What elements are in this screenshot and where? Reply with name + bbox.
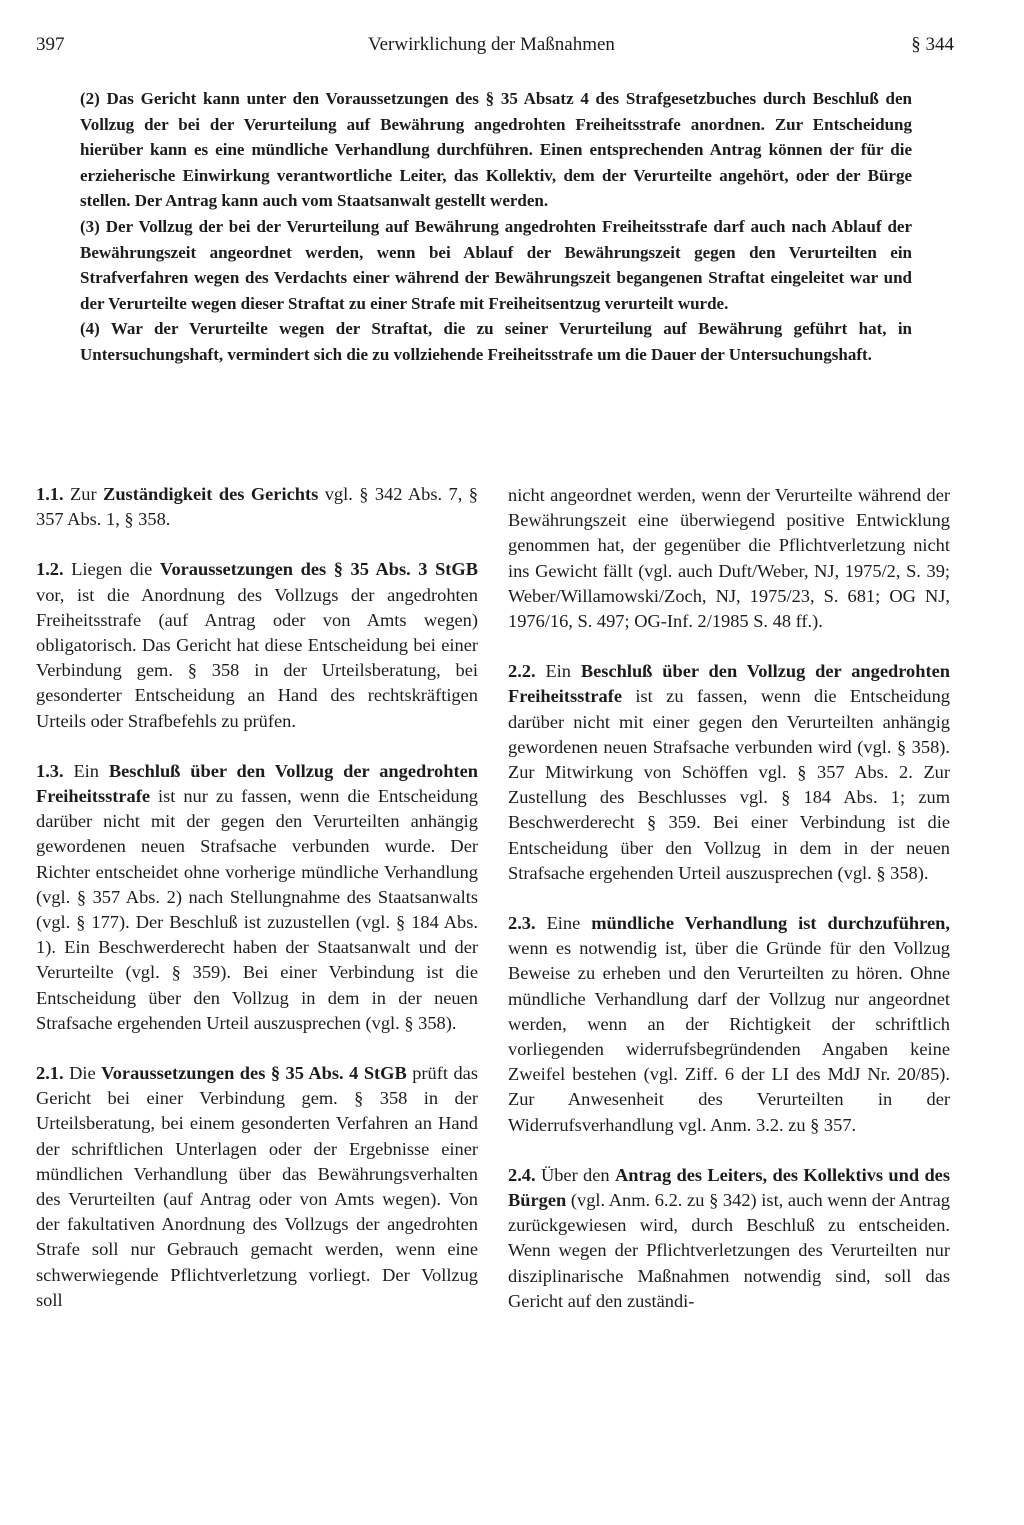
note-keyword: Antrag des Leiters, des Kollektivs und des Bürgen <box>508 1164 950 1211</box>
note-number: 2.4. <box>508 1164 536 1185</box>
note-keyword: Zuständigkeit des Gerichts <box>103 484 319 504</box>
note-text: Die <box>69 1063 102 1084</box>
note-2-2 <box>508 659 950 886</box>
note-text: Ein <box>545 661 581 682</box>
note-text: vor, ist die Anordnung des Vollzugs der angedrohten Freiheitsstrafe (auf Antrag oder von Amts wegen) obligatorisch. Das Gericht hat diese Entscheidung bei einer Verbindung gem. § 358 in der Urteilsberatung, bei gesonderter Entscheidung an Hand des rechtskräftigen Urteils oder Strafbefehls zu prüfen. <box>36 584 478 731</box>
note-text: Ein <box>73 760 109 781</box>
note-number: 2.1. <box>36 1063 64 1084</box>
page-number: 397 <box>36 34 65 55</box>
note-text: Eine <box>546 913 592 934</box>
statute-paragraph-3: (3) Der Vollzug der bei der Verurteilung auf Bewährung angedrohten Freiheitsstrafe darf auch nach Ablauf der Bewährungszeit angeordnet werden, wenn bei Ablauf der Bewährungszeit gegen den Verurteilten ein Strafverfahren wegen des Verdachts einer während der Bewährungszeit begangenen Straftat eingeleitet war und der Verurteilte wegen dieser Straftat zu einer Strafe mit Freiheitsentzug verurteilt wurde. <box>80 216 912 313</box>
note-1-2 <box>36 557 478 733</box>
note-text: vgl. § 342 Abs. 7, § 357 Abs. 1, § 358. <box>36 484 478 530</box>
note-1-3 <box>36 759 478 1036</box>
note-keyword: mündliche Verhandlung ist durchzuführen, <box>591 913 950 934</box>
note-text: Zur <box>70 484 104 504</box>
note-keyword: Voraussetzungen des § 35 Abs. 3 StGB <box>159 559 478 580</box>
statute-text <box>80 86 912 368</box>
note-number: 2.3. <box>508 913 536 934</box>
running-header <box>36 34 954 64</box>
note-text: wenn es notwendig ist, über die Gründe für den Vollzug Beweise zu erheben und den Verurteilten zu hören. Ohne mündliche Verhandlung darf der Vollzug nur angeordnet werden, wenn an der Richtigkeit der schriftlich vorliegenden widerrufsbegründenden Angaben keine Zweifel bestehen (vgl. Ziff. 6 der LI des MdJ Nr. 20/85). Zur Anwesenheit des Verurteilten in der Widerrufsverhandlung vgl. Anm. 3.2. zu § 357. <box>508 938 950 1135</box>
note-keyword: Beschluß über den Vollzug der angedrohten Freiheitsstrafe <box>36 760 478 807</box>
statute-paragraph-2: (2) Das Gericht kann unter den Voraussetzungen des § 35 Absatz 4 des Strafgesetzbuches durch Beschluß den Vollzug der bei der Verurteilung auf Bewährung angedrohten Freiheitsstrafe anordnen. Zur Entscheidung hierüber kann es eine mündliche Verhandlung durchführen. Einen entsprechenden Antrag können der für die erzieherische Einwirkung verantwortliche Leiter, das Kollektiv, dem der Verurteilte angehört, oder der Bürge stellen. Der Antrag kann auch vom Staatsanwalt gestellt werden. <box>80 89 912 211</box>
running-title: Verwirklichung der Maßnahmen <box>368 34 615 55</box>
note-1-1 <box>36 482 478 532</box>
note-text: ist nur zu fassen, wenn die Entscheidung darüber nicht mit der gegen den Verurteilten anhängig gewordenen neuen Strafsache verbunden wurde. Der Richter entscheidet ohne vorherige mündliche Verhandlung (vgl. § 357 Abs. 2) nach Stellungnahme des Staatsanwalts (vgl. § 177). Der Beschluß ist zuzustellen (vgl. § 184 Abs. 1). Ein Beschwerderecht haben der Staatsanwalt und der Verurteilte (vgl. § 359). Bei einer Verbindung ist die Entscheidung über den Vollzug in dem in der neuen Strafsache ergehenden Urteil auszusprechen (vgl. § 358). <box>36 786 478 1033</box>
statute-paragraph-4: (4) War der Verurteilte wegen der Straftat, die zu seiner Verurteilung auf Bewährung geführt hat, in Untersuchungshaft, vermindert sich die zu vollziehende Freiheitsstrafe um die Dauer der Untersuchungshaft. <box>80 319 912 364</box>
section-number: § 344 <box>911 34 954 55</box>
note-2-1-continued: nicht angeordnet werden, wenn der Verurteilte während der Bewährungszeit eine überwiegend positive Entwicklung genommen hat, der gegenüber die Pflichtverletzung nicht ins Gewicht fällt (vgl. auch Duft/Weber, NJ, 1975/2, S. 39; Weber/Willamowski/Zoch, NJ, 1975/23, S. 681; OG NJ, 1976/16, S. 497; OG-Inf. 2/1985 S. 48 ff.). <box>508 485 950 632</box>
note-2-1 <box>36 1061 478 1313</box>
note-text: Über den <box>540 1164 615 1185</box>
note-text: Liegen die <box>71 559 160 580</box>
note-number: 1.2. <box>36 559 64 580</box>
note-keyword: Voraussetzungen des § 35 Abs. 4 StGB <box>101 1063 407 1084</box>
note-text: (vgl. Anm. 6.2. zu § 342) ist, auch wenn der Antrag zurückgewiesen wird, durch Beschluß zu entscheiden. Wenn wegen der Pflichtverletzungen des Verurteilten nur disziplinarische Maßnahmen notwendig sind, soll das Gericht auf den zuständi- <box>508 1190 950 1311</box>
note-2-4 <box>508 1163 950 1314</box>
note-text: ist zu fassen, wenn die Entscheidung darüber nicht mit einer gegen den Verurteilten anhängig gewordenen neuen Strafsache verbunden wird (vgl. § 358). Zur Mitwirkung von Schöffen vgl. § 357 Abs. 2. Zur Zustellung des Beschlusses vgl. § 184 Abs. 1; zum Beschwerderecht § 359. Bei einer Verbindung ist die Entscheidung über den Vollzug in dem in der neuen Strafsache ergehenden Urteil auszusprechen (vgl. § 358). <box>508 686 950 883</box>
note-keyword: Beschluß über den Vollzug der angedrohten Freiheitsstrafe <box>508 661 950 707</box>
note-number: 1.1. <box>36 484 64 504</box>
commentary-left-column <box>36 482 478 1338</box>
commentary-right-column <box>508 483 950 1339</box>
note-text: prüft das Gericht bei einer Verbindung gem. § 358 in der Urteilsberatung, bei einem gesonderten Verfahren an Hand der schriftlichen Unterlagen oder der Ergebnisse einer mündlichen Verhandlung über das Bewährungsverhalten des Verurteilten (auf Antrag oder von Amts wegen). Von der fakultativen Anordnung des Vollzugs der angedrohten Strafe soll nur Gebrauch gemacht werden, wenn eine schwerwiegende Pflichtverletzung vorliegt. Der Vollzug soll <box>36 1063 478 1310</box>
note-number: 2.2. <box>508 661 536 682</box>
note-number: 1.3. <box>36 760 64 781</box>
note-2-3 <box>508 911 950 1138</box>
